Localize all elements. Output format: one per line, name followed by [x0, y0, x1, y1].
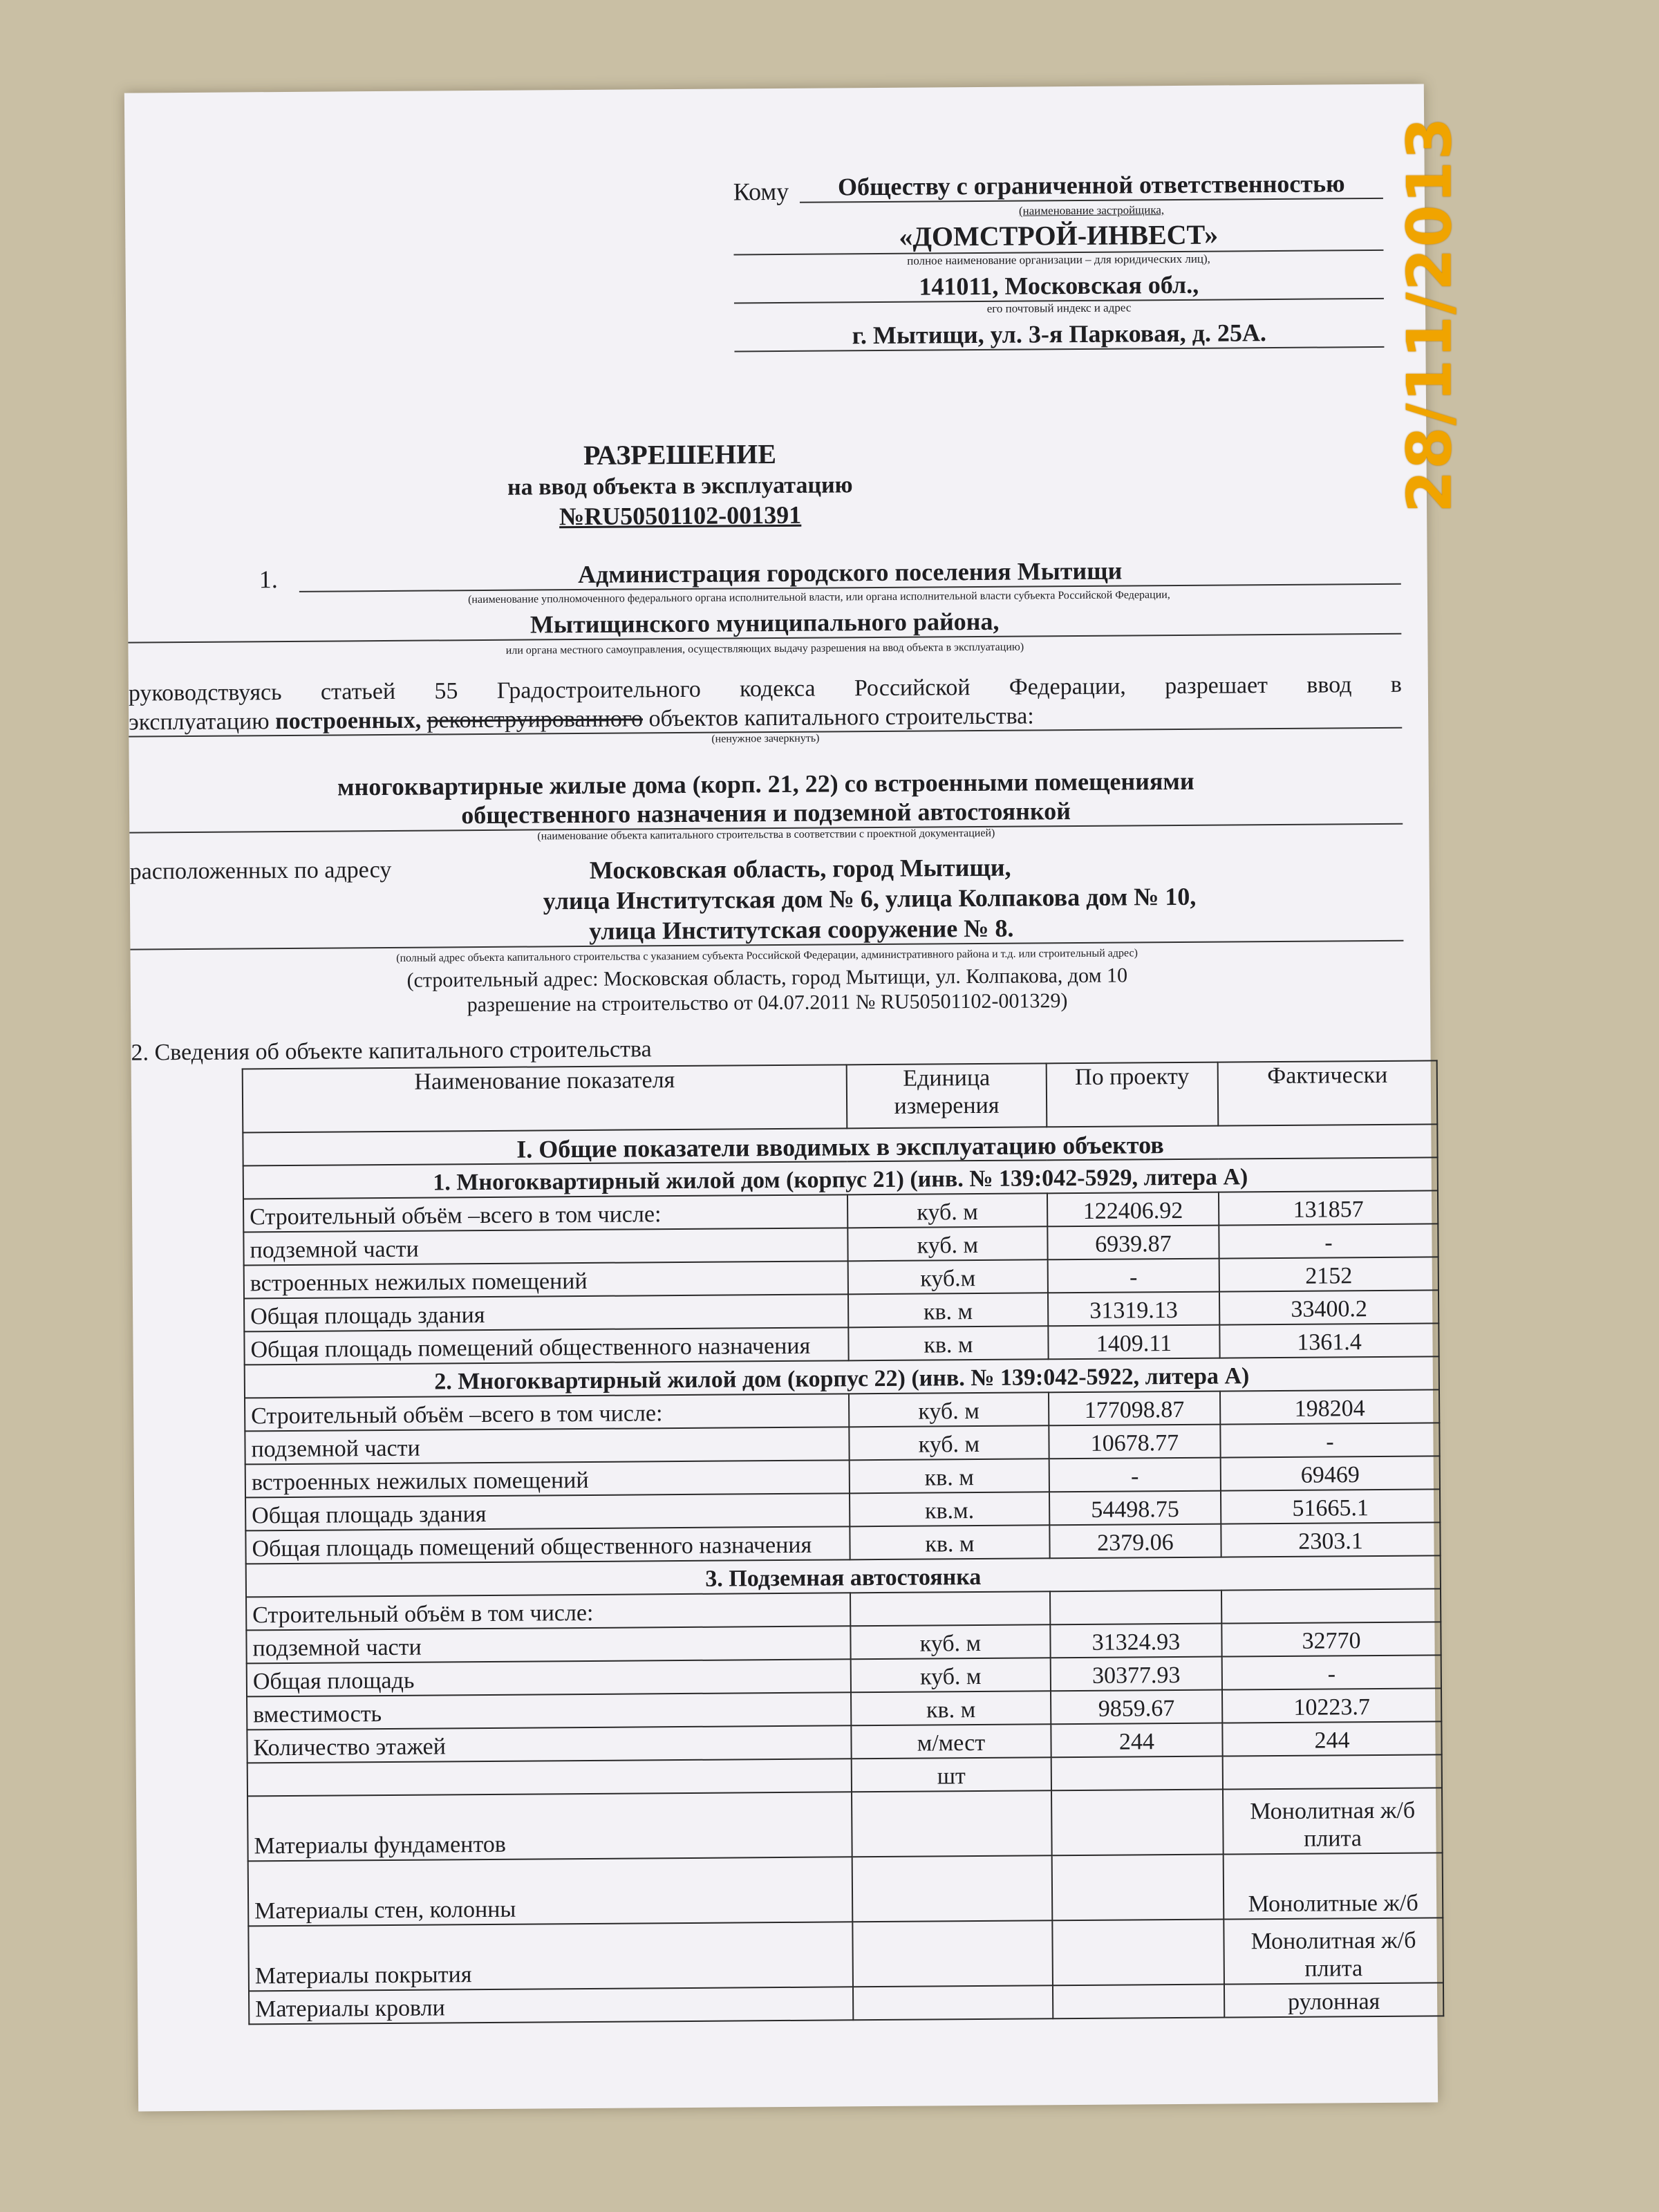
cell-unit: куб. м: [847, 1193, 1047, 1228]
cell-project: 9859.67: [1051, 1690, 1223, 1725]
cell-unit: кв. м: [848, 1293, 1048, 1327]
cell-project: 122406.92: [1047, 1192, 1219, 1227]
build-address-line-1: (строительный адрес: Московская область, город Мытищи, ул. Колпакова, дом 10: [406, 964, 1128, 992]
addressee-line-3: 141011, Московская обл.,: [734, 269, 1384, 304]
cell-project: -: [1049, 1458, 1221, 1492]
cell-unit: кв. м: [848, 1326, 1048, 1360]
header-name: Наименование показателя: [243, 1065, 847, 1132]
cell-unit: шт: [852, 1757, 1051, 1792]
addressee-hint-3: его почтовый индекс и адрес: [986, 301, 1132, 315]
cell-actual: 2152: [1219, 1257, 1438, 1291]
table-row: [248, 1853, 1443, 1926]
cell-unit: [852, 1855, 1052, 1922]
cell-project: [1053, 1985, 1225, 2019]
authority-name-2: Мытищинского муниципального района,: [128, 604, 1401, 644]
reconstructed-option-struck: реконструированного: [427, 706, 644, 733]
cell-unit: кв. м: [851, 1691, 1051, 1725]
cell-name: [247, 1759, 852, 1796]
header-actual: Фактически: [1218, 1060, 1438, 1125]
cell-name: Материалы фундаментов: [247, 1792, 852, 1861]
cell-actual: -: [1220, 1423, 1439, 1457]
cell-actual: Монолитная ж/б плита: [1224, 1918, 1443, 1984]
table-row: [247, 1788, 1443, 1861]
address-line-3: улица Институтская сооружение № 8.: [130, 911, 1403, 950]
cell-actual: 10223.7: [1222, 1688, 1441, 1723]
cell-project: [1050, 1591, 1222, 1625]
cell-unit: [852, 1790, 1051, 1857]
cell-project: [1051, 1756, 1223, 1791]
cell-actual: 131857: [1219, 1190, 1438, 1225]
addressee-block: [733, 169, 1385, 353]
address-label: расположенных по адресу: [129, 856, 392, 885]
strike-hint: (ненужное зачеркнуть): [711, 732, 820, 745]
cell-project: 6939.87: [1047, 1226, 1219, 1260]
paragraph-text-end: объектов капитального строительства:: [642, 703, 1034, 732]
cell-name: Строительный объём в том числе:: [246, 1593, 850, 1630]
cell-unit: куб. м: [849, 1425, 1049, 1460]
cell-project: 177098.87: [1049, 1391, 1221, 1426]
cell-unit: кв. м: [850, 1459, 1049, 1493]
address-line-2: улица Институтская дом № 6, улица Колпакова дом № 10,: [543, 882, 1197, 915]
authority-name-1: Администрация городского поселения Мытищи: [299, 554, 1401, 592]
cell-name: Общая площадь здания: [244, 1294, 848, 1331]
cell-project: [1051, 1855, 1224, 1921]
cell-actual: рулонная: [1224, 1983, 1443, 2017]
section-title: 3. Подземная автостоянка: [246, 1555, 1441, 1597]
cell-project: 10678.77: [1049, 1425, 1221, 1459]
group-title: I. Общие показатели вводимых в эксплуатацию объектов: [243, 1124, 1437, 1165]
cell-project: 31324.93: [1050, 1624, 1222, 1658]
cell-unit: кв. м: [850, 1525, 1049, 1559]
cell-name: подземной части: [245, 1427, 849, 1464]
cell-actual: 2303.1: [1221, 1522, 1440, 1557]
cell-name: Материалы стен, колонны: [248, 1857, 853, 1926]
addressee-line-2: «ДОМСТРОЙ-ИНВЕСТ»: [733, 217, 1383, 256]
object-name-block: [129, 765, 1403, 846]
cell-project: 31319.13: [1048, 1292, 1220, 1327]
permission-paragraph: [129, 672, 1403, 750]
cell-actual: Монолитная ж/б плита: [1223, 1788, 1443, 1854]
document-sheet: [124, 84, 1438, 2111]
cell-project: 54498.75: [1049, 1491, 1221, 1526]
object-address-block: [129, 850, 1403, 1017]
cell-actual: 51665.1: [1221, 1489, 1440, 1524]
object-name-line-2: общественного назначения и подземной автостоянкой: [129, 794, 1403, 834]
cell-actual: [1221, 1588, 1441, 1623]
cell-name: Общая площадь: [247, 1659, 851, 1696]
cell-actual: 198204: [1220, 1389, 1439, 1424]
cell-project: -: [1047, 1259, 1219, 1293]
document-title: РАЗРЕШЕНИЕ: [583, 438, 777, 471]
cell-name: Строительный объём –всего в том числе:: [245, 1394, 849, 1431]
cell-name: Общая площадь помещений общественного назначения: [244, 1327, 848, 1365]
section-title: 2. Многоквартирный жилой дом (корпус 22) (инв. № 139:042-5922, литера А): [245, 1356, 1439, 1398]
document-number: №RU50501102-001391: [559, 500, 802, 531]
cell-name: встроенных нежилых помещений: [244, 1261, 848, 1298]
header-unit: Единица измерения: [847, 1063, 1047, 1128]
object-data-table: [242, 1060, 1445, 2025]
cell-unit: куб. м: [847, 1226, 1047, 1261]
authority-hint-2: или органа местного самоуправления, осуществляющих выдачу разрешения на ввод объекта в эксплуатацию): [505, 641, 1024, 657]
authority-hint-1: (наименование уполномоченного федерального органа исполнительной власти, или органа исполнительной власти субъекта Российской Федерации,: [468, 589, 1170, 606]
paragraph-text: эксплуатацию: [129, 709, 276, 735]
address-hint: (полный адрес объекта капитального строительства с указанием субъекта Российской Федерации, административного района и т.д. или строительный адрес): [396, 947, 1138, 964]
addressee-hint-2: полное наименование организации – для юридических лиц),: [907, 252, 1210, 268]
cell-actual: 1361.4: [1219, 1323, 1438, 1358]
cell-name: Количество этажей: [247, 1725, 851, 1763]
cell-unit: куб. м: [849, 1392, 1049, 1427]
cell-actual: Монолитные ж/б: [1224, 1853, 1443, 1919]
cell-unit: кв.м.: [850, 1492, 1049, 1526]
addressee-line-4: г. Мытищи, ул. 3-я Парковая, д. 25А.: [734, 317, 1384, 353]
cell-name: Общая площадь помещений общественного назначения: [245, 1526, 850, 1564]
built-option: построенных,: [274, 707, 422, 735]
cell-unit: куб.м: [848, 1259, 1048, 1294]
object-name-hint: (наименование объекта капитального строительства в соответствии с проектной документацией): [537, 827, 995, 843]
cell-unit: [850, 1591, 1050, 1626]
cell-name: встроенных нежилых помещений: [245, 1460, 850, 1497]
document-title-block: [389, 436, 971, 532]
addressee-hint-1: (наименование застройщика,: [1018, 203, 1165, 218]
paragraph-line-1: руководствуясь статьей 55 Градостроительного кодекса Российской Федерации, разрешает ввод в: [128, 671, 1402, 706]
address-line-1: Московская область, город Мытищи,: [589, 853, 1011, 884]
document-subtitle: на ввод объекта в эксплуатацию: [507, 472, 853, 500]
cell-project: 1409.11: [1048, 1325, 1220, 1360]
cell-unit: куб. м: [850, 1624, 1050, 1659]
cell-name: Общая площадь здания: [245, 1493, 850, 1530]
date-stamp: 28/11/2013: [1394, 115, 1465, 514]
cell-name: Материалы кровли: [249, 1987, 853, 2024]
cell-unit: [852, 1920, 1052, 1987]
cell-name: Материалы покрытия: [248, 1922, 853, 1991]
cell-project: 244: [1051, 1723, 1223, 1758]
addressee-label: Кому: [733, 177, 789, 206]
cell-project: 30377.93: [1050, 1657, 1222, 1691]
addressee-line-1: Обществу с ограниченной ответственностью: [800, 169, 1383, 203]
cell-project: [1052, 1920, 1224, 1986]
build-address-line-2: разрешение на строительство от 04.07.2011 № RU50501102-001329): [467, 989, 1068, 1017]
cell-unit: куб. м: [851, 1658, 1051, 1692]
cell-project: [1051, 1790, 1224, 1856]
cell-actual: 244: [1222, 1721, 1441, 1756]
cell-name: вместимость: [247, 1692, 851, 1730]
cell-actual: -: [1219, 1224, 1438, 1258]
cell-name: подземной части: [243, 1228, 847, 1265]
cell-name: подземной части: [246, 1626, 850, 1663]
cell-actual: [1223, 1754, 1442, 1789]
cell-unit: [853, 1985, 1053, 2020]
cell-name: Строительный объём –всего в том числе:: [243, 1194, 847, 1232]
cell-actual: 69469: [1221, 1456, 1440, 1490]
table-header-row: [243, 1060, 1438, 1132]
section-1-number: 1.: [259, 565, 278, 594]
object-name-line-1: многоквартирные жилые дома (корп. 21, 22) со встроенными помещениями: [337, 767, 1194, 801]
cell-unit: м/мест: [851, 1724, 1051, 1759]
section-title: 1. Многоквартирный жилой дом (корпус 21) (инв. № 139:042-5929, литера А): [243, 1157, 1438, 1199]
header-project: По проекту: [1046, 1062, 1218, 1127]
cell-actual: 32770: [1221, 1622, 1441, 1656]
cell-actual: -: [1222, 1655, 1441, 1689]
section-2-title: 2. Сведения об объекте капитального строительства: [131, 1036, 652, 1066]
issuing-authority: [128, 554, 1400, 657]
table-row: [248, 1918, 1443, 1991]
cell-project: 2379.06: [1049, 1524, 1221, 1559]
cell-actual: 33400.2: [1219, 1290, 1438, 1324]
